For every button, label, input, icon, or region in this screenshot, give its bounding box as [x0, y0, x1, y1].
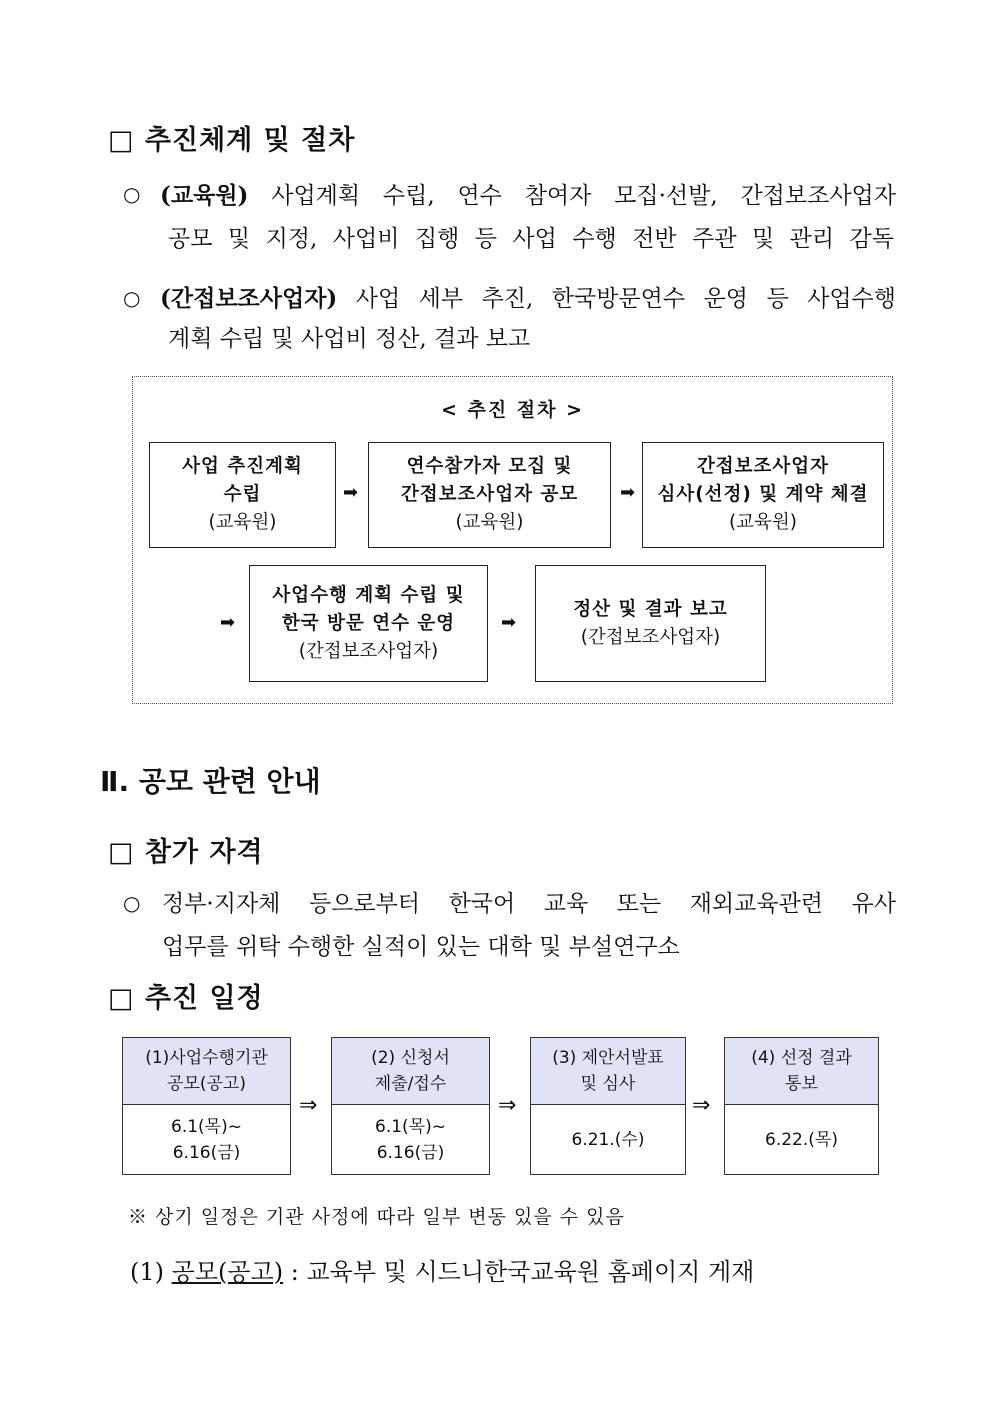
schedule-step-title: 및 심사 [580, 1074, 636, 1094]
double-arrow-icon: ⇒ [498, 1093, 517, 1118]
item-label: (교육원) [160, 182, 249, 209]
step-title: 간접보조사업자 [696, 456, 830, 477]
section-ii-heading: Ⅱ. 공모 관련 안내 [100, 765, 321, 798]
double-arrow-icon: ⇒ [299, 1093, 318, 1118]
eligibility-heading: □ 참가 자격 [108, 837, 264, 868]
schedule-step-3 [530, 1037, 686, 1175]
arrow-right-icon: ➡ [620, 482, 636, 503]
bullet-icon: ○ [123, 286, 141, 310]
section-heading-procedure: □ 추진체계 및 절차 [108, 125, 356, 156]
step-title: 사업수행 계획 수립 및 [272, 584, 465, 606]
arrow-right-icon: ➡ [343, 482, 359, 503]
process-step-4 [249, 565, 488, 682]
item-label: (간접보조사업자) [160, 285, 338, 312]
schedule-step-title: 통보 [785, 1074, 818, 1094]
step-title: 심사(선정) 및 계약 체결 [657, 484, 869, 505]
detail-announcement [130, 1252, 754, 1287]
step-title: 정산 및 결과 보고 [573, 598, 728, 620]
step-owner: (교육원) [208, 512, 277, 533]
process-step-5 [535, 565, 766, 682]
schedule-step-date: 6.1(목)~ [171, 1117, 242, 1137]
step-owner: (교육원) [455, 512, 524, 533]
eligibility-line2: 업무를 위탁 수행한 실적이 있는 대학 및 부설연구소 [162, 934, 680, 960]
item-education-center-line1 [160, 177, 896, 210]
step-title: 간접보조사업자 공모 [400, 484, 579, 505]
item-education-center-line2: 공모 및 지정, 사업비 집행 등 사업 수행 전반 주관 및 관리 감독 [168, 226, 894, 252]
detail-term: 공모(공고) [171, 1258, 284, 1286]
item-subsidy-operator-line1 [160, 280, 896, 313]
step-owner: (교육원) [728, 512, 798, 533]
schedule-step-4 [724, 1037, 879, 1175]
double-arrow-icon: ⇒ [692, 1093, 711, 1118]
detail-text: 교육부 및 시드니한국교육원 홈페이지 게재 [306, 1258, 755, 1286]
item-text: 사업 세부 추진, 한국방문연수 운영 등 사업수행 [355, 286, 896, 312]
detail-number: (1) [130, 1258, 164, 1286]
schedule-step-date: 6.21.(수) [571, 1130, 645, 1150]
process-step-3 [642, 442, 884, 548]
step-owner: (간접보조사업자) [580, 626, 721, 648]
schedule-step-title: (1)사업수행기관 [145, 1048, 268, 1068]
step-owner: (간접보조사업자) [298, 640, 439, 662]
process-step-1 [149, 442, 336, 548]
arrow-right-icon: ➡ [220, 612, 236, 633]
schedule-step-1 [122, 1037, 291, 1175]
schedule-step-date: 6.1(목)~ [375, 1117, 446, 1137]
item-text: 사업계획 수립, 연수 참여자 모집·선발, 간접보조사업자 [271, 183, 896, 209]
schedule-step-date: 6.16(금) [376, 1143, 445, 1163]
schedule-step-2 [331, 1037, 490, 1175]
schedule-step-title: (4) 선정 결과 [751, 1048, 852, 1068]
schedule-step-date: 6.16(금) [172, 1143, 241, 1163]
step-title: 사업 추진계획 [182, 456, 303, 477]
schedule-heading: □ 추진 일정 [108, 983, 264, 1014]
bullet-icon: ○ [123, 891, 141, 915]
arrow-right-icon: ➡ [501, 612, 517, 633]
schedule-note: ※ 상기 일정은 기관 사정에 따라 일부 변동 있을 수 있음 [128, 1206, 625, 1228]
process-title: < 추진 절차 > [440, 399, 585, 421]
eligibility-line1: 정부·지자체 등으로부터 한국어 교육 또는 재외교육관련 유사 [162, 891, 896, 917]
schedule-step-title: (2) 신청서 [371, 1048, 450, 1068]
schedule-step-date: 6.22.(목) [765, 1130, 838, 1150]
step-title: 한국 방문 연수 운영 [281, 612, 456, 634]
step-title: 연수참가자 모집 및 [406, 456, 573, 477]
schedule-step-title: 공모(공고) [167, 1074, 246, 1094]
step-title: 수립 [223, 484, 262, 505]
item-subsidy-operator-line2: 계획 수립 및 사업비 정산, 결과 보고 [168, 326, 531, 352]
schedule-step-title: (3) 제안서발표 [552, 1048, 664, 1068]
process-step-2 [368, 442, 611, 548]
schedule-step-title: 제출/접수 [374, 1074, 447, 1094]
bullet-icon: ○ [123, 182, 141, 206]
detail-separator: : [290, 1258, 299, 1286]
